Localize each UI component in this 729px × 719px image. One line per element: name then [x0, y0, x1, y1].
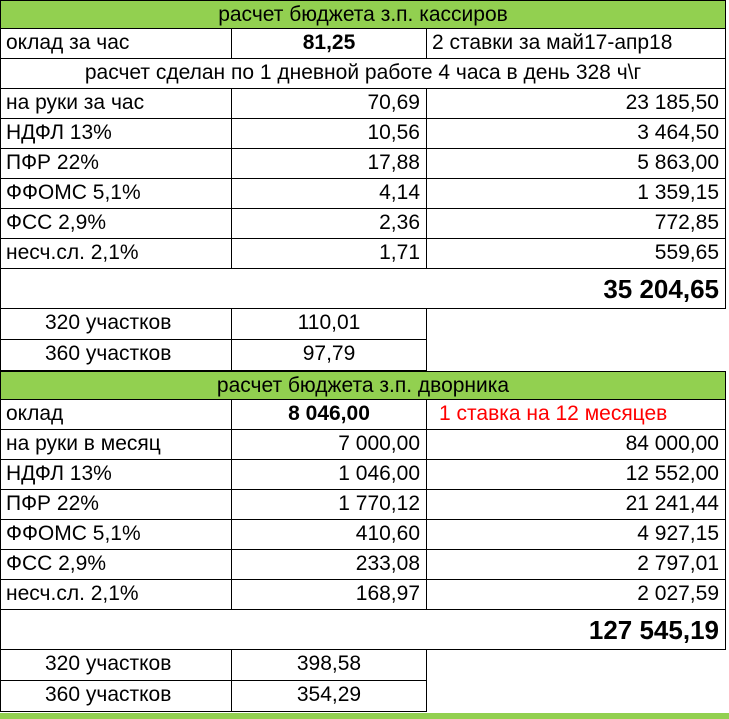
cashier-total-row[interactable] — [0, 269, 729, 309]
row-value[interactable]: 4,14 — [232, 179, 427, 209]
site-label[interactable]: 360 участков — [0, 681, 232, 712]
janitor-salary-value[interactable]: 8 046,00 — [232, 400, 427, 430]
site-row[interactable] — [0, 340, 729, 371]
janitor-salary-label[interactable]: оклад — [0, 400, 232, 430]
site-value[interactable]: 398,58 — [232, 650, 427, 681]
janitor-title-row[interactable] — [0, 371, 729, 400]
site-value[interactable]: 97,79 — [232, 340, 427, 371]
cashier-salary-value[interactable]: 81,25 — [232, 29, 427, 59]
table-row[interactable] — [0, 430, 729, 460]
row-total[interactable]: 5 863,00 — [427, 149, 726, 179]
site-row[interactable] — [0, 650, 729, 681]
cashier-salary-row[interactable] — [0, 29, 729, 59]
cashier-rates-note[interactable]: 2 ставки за май17-апр18 — [427, 29, 726, 59]
row-label[interactable]: ФСС 2,9% — [0, 209, 232, 239]
row-label[interactable]: ПФР 22% — [0, 490, 232, 520]
row-value[interactable]: 168,97 — [232, 580, 427, 610]
row-label[interactable]: несч.сл. 2,1% — [0, 239, 232, 269]
row-value[interactable]: 7 000,00 — [232, 430, 427, 460]
janitor-salary-row[interactable] — [0, 400, 729, 430]
table-row[interactable] — [0, 89, 729, 119]
site-row[interactable] — [0, 681, 729, 712]
row-label[interactable]: НДФЛ 13% — [0, 119, 232, 149]
janitor-total-row[interactable] — [0, 610, 729, 650]
site-label[interactable]: 320 участков — [0, 309, 232, 340]
row-total[interactable]: 21 241,44 — [427, 490, 726, 520]
row-label[interactable]: на руки в месяц — [0, 430, 232, 460]
cashier-calc-note[interactable]: расчет сделан по 1 дневной работе 4 часа в день 328 ч\г — [0, 59, 726, 89]
next-header-strip — [0, 713, 729, 719]
table-row[interactable] — [0, 580, 729, 610]
row-total[interactable]: 559,65 — [427, 239, 726, 269]
row-total[interactable]: 4 927,15 — [427, 520, 726, 550]
cashier-total-spacer[interactable] — [0, 269, 427, 309]
table-row[interactable] — [0, 490, 729, 520]
row-value[interactable]: 1 770,12 — [232, 490, 427, 520]
table-row[interactable] — [0, 179, 729, 209]
site-row[interactable] — [0, 309, 729, 340]
row-label[interactable]: ФСС 2,9% — [0, 550, 232, 580]
site-label[interactable]: 360 участков — [0, 340, 232, 371]
table-row[interactable] — [0, 119, 729, 149]
janitor-rates-note[interactable]: 1 ставка на 12 месяцев — [427, 400, 726, 430]
table-row[interactable] — [0, 209, 729, 239]
cashier-calc-note-row[interactable] — [0, 59, 729, 89]
janitor-total-spacer[interactable] — [0, 610, 427, 650]
row-total[interactable]: 2 797,01 — [427, 550, 726, 580]
row-value[interactable]: 10,56 — [232, 119, 427, 149]
table-row[interactable] — [0, 149, 729, 179]
row-label[interactable]: несч.сл. 2,1% — [0, 580, 232, 610]
row-value[interactable]: 1 046,00 — [232, 460, 427, 490]
site-value[interactable]: 110,01 — [232, 309, 427, 340]
row-total[interactable]: 84 000,00 — [427, 430, 726, 460]
row-value[interactable]: 2,36 — [232, 209, 427, 239]
row-value[interactable]: 233,08 — [232, 550, 427, 580]
row-total[interactable]: 772,85 — [427, 209, 726, 239]
row-label[interactable]: ПФР 22% — [0, 149, 232, 179]
site-value[interactable]: 354,29 — [232, 681, 427, 712]
table-row[interactable] — [0, 520, 729, 550]
row-label[interactable]: ФФОМС 5,1% — [0, 179, 232, 209]
table-row[interactable] — [0, 460, 729, 490]
row-total[interactable]: 3 464,50 — [427, 119, 726, 149]
table-row[interactable] — [0, 239, 729, 269]
row-value[interactable]: 17,88 — [232, 149, 427, 179]
cashier-grand-total[interactable]: 35 204,65 — [427, 269, 726, 309]
janitor-title[interactable]: расчет бюджета з.п. дворника — [0, 371, 726, 400]
row-total[interactable]: 2 027,59 — [427, 580, 726, 610]
site-label[interactable]: 320 участков — [0, 650, 232, 681]
table-row[interactable] — [0, 550, 729, 580]
row-value[interactable]: 410,60 — [232, 520, 427, 550]
row-total[interactable]: 1 359,15 — [427, 179, 726, 209]
row-value[interactable]: 70,69 — [232, 89, 427, 119]
janitor-grand-total[interactable]: 127 545,19 — [427, 610, 726, 650]
cashier-title[interactable]: расчет бюджета з.п. кассиров — [0, 0, 726, 29]
row-value[interactable]: 1,71 — [232, 239, 427, 269]
cashier-title-row[interactable] — [0, 0, 729, 29]
row-label[interactable]: ФФОМС 5,1% — [0, 520, 232, 550]
row-total[interactable]: 23 185,50 — [427, 89, 726, 119]
row-label[interactable]: НДФЛ 13% — [0, 460, 232, 490]
row-label[interactable]: на руки за час — [0, 89, 232, 119]
row-total[interactable]: 12 552,00 — [427, 460, 726, 490]
cashier-salary-label[interactable]: оклад за час — [0, 29, 232, 59]
